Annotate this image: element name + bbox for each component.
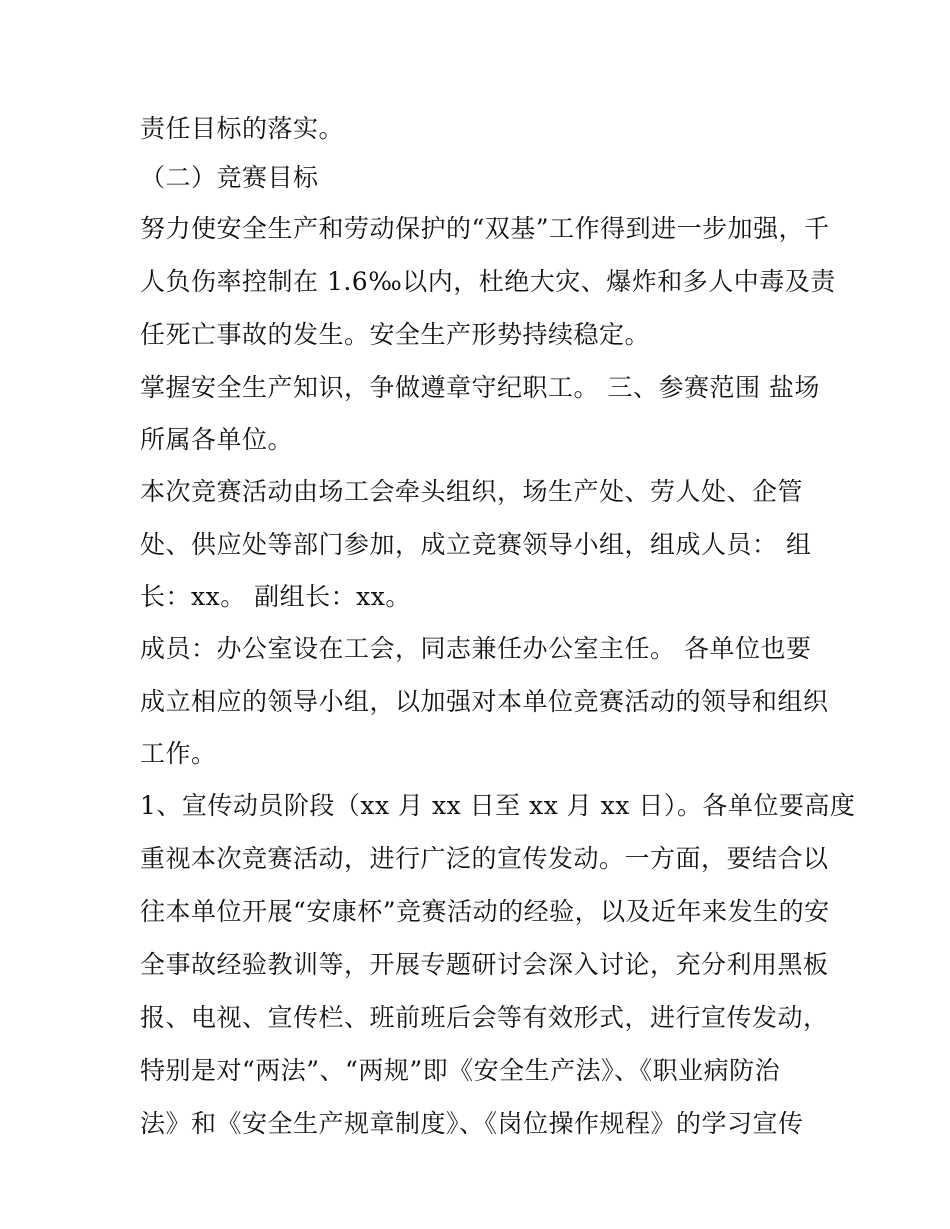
text-line: 努力使安全生产和劳动保护的“双基”工作得到进一步加强，千 <box>140 214 830 243</box>
section-heading: （二）竞赛目标 <box>140 163 319 192</box>
text-line: 责任目标的落实。 <box>140 114 345 143</box>
text-line: 重视本次竞赛活动，进行广泛的宣传发动。一方面，要结合以 <box>140 844 829 873</box>
text-line: 全事故经验教训等，开展专题研讨会深入讨论，充分利用黑板 <box>140 950 829 979</box>
text-line: 人负伤率控制在 1.6‰以内，杜绝大灾、爆炸和多人中毒及责 <box>140 267 836 296</box>
text-line: 掌握安全生产知识，争做遵章守纪职工。 三、参赛范围 盐场 <box>140 373 820 402</box>
text-line: 所属各单位。 <box>140 425 294 454</box>
text-line: 处、供应处等部门参加，成立竞赛领导小组，组成人员： 组 <box>140 530 812 559</box>
text-line: 报、电视、宣传栏、班前班后会等有效形式，进行宣传发动， <box>140 1003 829 1032</box>
text-line: 往本单位开展“安康杯”竞赛活动的经验，以及近年来发生的安 <box>140 897 830 926</box>
text-line: 1、宣传动员阶段（xx 月 xx 日至 xx 月 xx 日）。各单位要高度 <box>140 791 856 820</box>
text-line: 成员：办公室设在工会，同志兼任办公室主任。 各单位也要 <box>140 634 812 663</box>
text-line: 任死亡事故的发生。安全生产形势持续稳定。 <box>140 320 651 349</box>
body-text <box>140 103 856 1150</box>
text-line: 工作。 <box>140 739 217 768</box>
text-line: 本次竞赛活动由场工会牵头组织，场生产处、劳人处、企管 <box>140 477 804 506</box>
text-line: 长：xx。 副组长：xx。 <box>140 582 411 611</box>
text-line: 特别是对“两法”、“两规”即《安全生产法》、《职业病防治 <box>140 1056 781 1085</box>
text-line: 成立相应的领导小组，以加强对本单位竞赛活动的领导和组织 <box>140 687 829 716</box>
text-line: 法》和《安全生产规章制度》、《岗位操作规程》的学习宣传 <box>140 1109 804 1138</box>
